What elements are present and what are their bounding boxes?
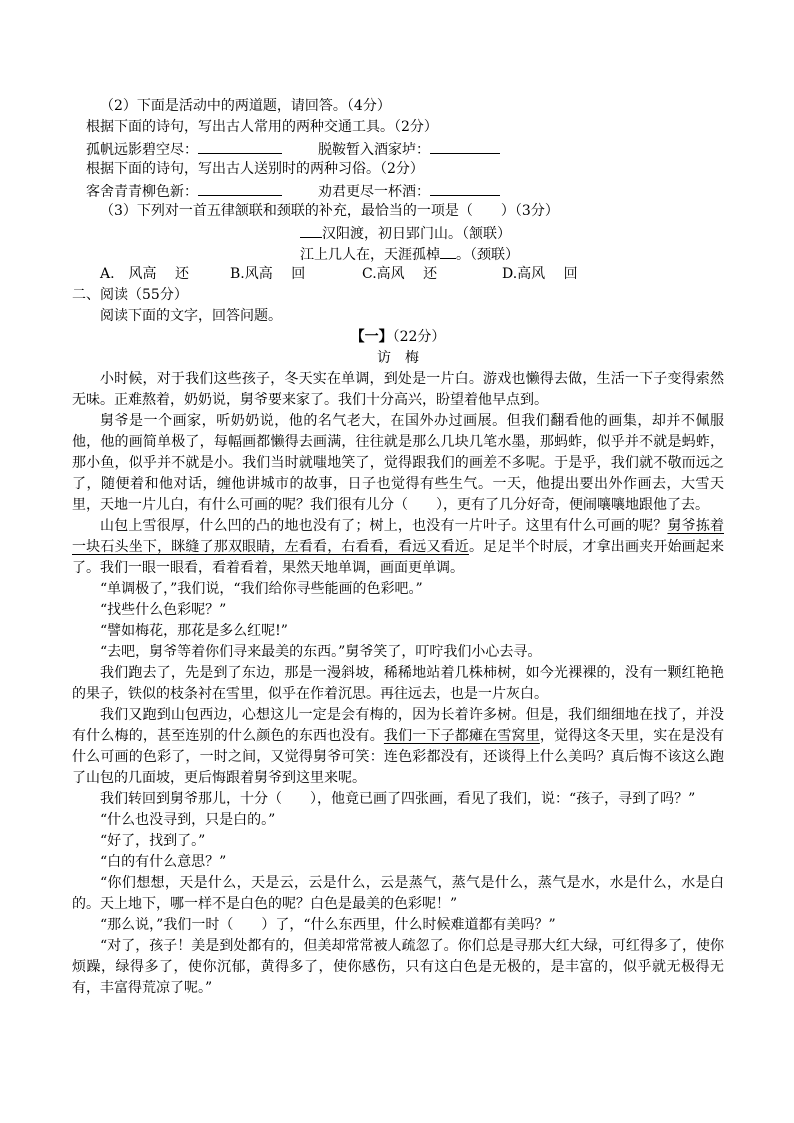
dialogue-line: “那么说，”我们一时（ ）了，“什么东西里，什么时候难道都有美吗？” [100,917,556,933]
story-paragraph-1: 小时候，对于我们这些孩子，冬天实在单调，到处是一片白。游戏也懒得去做，生活一下子变得索然无味。正难熬着，奶奶说，舅爷要来家了。我们十分高兴，盼望着他早点到。 [72,371,724,408]
poem-line-2b: 劝君更尽一杯酒： [318,184,430,200]
part-label: 【一】 [350,329,393,345]
q2-task2: 根据下面的诗句，写出古人送别时的两种习俗。（2分） [86,161,424,177]
q2-task1: 根据下面的诗句，写出古人常用的两种交通工具。（2分） [86,119,438,135]
story-paragraph-4: 我们跑去了，先是到了东边，那是一漫斜坡，稀稀地站着几株柿树，如今光裸裸的，没有一颗红艳艳的果子，铁似的枝条衬在雪里，似乎在作着沉思。再往远去，也是一片灰白。 [72,665,724,702]
dialogue-line: “去吧，舅爷等着你们寻来最美的东西。”舅爷笑了，叮咛我们小心去寻。 [100,644,542,660]
dialogue-line: “譬如梅花，那花是多么红呢!” [100,623,288,639]
option-c[interactable]: C.高风 还 [362,266,438,282]
dialogue-line: “找些什么色彩呢？” [100,602,227,618]
section-title: 二、阅读（55分） [72,287,188,303]
answer-blank[interactable] [198,138,282,154]
story-paragraph-3: 山包上雪很厚，什么凹的凸的地也没有了；树上，也没有一片叶子。这里有什么可画的呢？舅爷拣着一块石头坐下，眯缝了那双眼睛，左看看，右看看，看远又看近。足足半个时辰，才拿出画夹开始画起来了。我们一眼一眼看，看着看着，果然天地单调，画面更单调。 [72,518,725,576]
story-paragraph-5: 我们又跑到山包西边，心想这儿一定是会有梅的，因为长着许多树。但是，我们细细地在找了，并没有什么梅的，甚至连别的什么颜色的东西也没有。我们一下子都瘫在雪窝里，觉得这冬天里，实在是没有什么可画的色彩了，一时之间，又觉得舅爷可笑：连色彩都没有，还谈得上什么美吗？真后悔不该这么跑了山包的几面坡，更后悔跟着舅爷到这里来呢。 [72,707,725,786]
story-paragraph-2: 舅爷是一个画家，听奶奶说，他的名气老大，在国外办过画展。但我们翻看他的画集，却并不佩服他，他的画简单极了，每幅画都懒得去画满，往往就是那么几块几笔水墨，那蚂蚱，似乎并不就是蚂蚱，那小鱼，似乎并不就是小。我们当时就嗤地笑了，觉得跟我们的画差不多呢。于是乎，我们就不敬而远之了，随便着和他对话，缠他讲城市的故事，日子也觉得有些生气。一天，他提出要出外作画去，大雪天里，天地一片儿白，有什么可画的呢？我们很有儿分（ ），更有了几分好奇，便闹嚷嚷地跟他了去。 [72,413,724,513]
q3-poem-line-2: 江上几人在，天涯孤棹 。（颈联） [72,243,724,264]
answer-blank[interactable] [198,180,282,196]
poem-line-1b: 脱鞍暂入酒家垆： [318,142,430,158]
option-a[interactable]: A. 风高 还 [100,266,190,282]
underlined-sentence: 舅爷拣着一块石头坐下，眯缝了那双眼睛，左看看，右看看，看远又看近 [72,518,725,555]
option-b[interactable]: B.风高 回 [230,266,306,282]
section-instruction: 阅读下面的文字，回答问题。 [100,308,282,324]
story-paragraph-8: “对了，孩子！美是到处都有的，但美却常常被人疏忽了。你们总是寻那大红大绿，可红得多了，使你烦躁，绿得多了，使你沉郁，黄得多了，使你感伤，只有这白色是无极的，是丰富的，似乎就无极得无有，丰富得荒凉了呢。” [72,938,724,996]
underlined-sentence: 我们一下子都瘫在雪窝里 [383,728,540,744]
poem-line-2a: 客舍青青柳色新： [86,184,198,200]
answer-blank[interactable] [430,180,500,196]
story-paragraph-6: 我们转回到舅爷那儿，十分（ ），他竟已画了四张画，看见了我们，说：“孩子，寻到了吗？” [100,791,696,807]
dialogue-line: “好了，找到了。” [100,833,206,849]
answer-blank[interactable] [430,138,500,154]
poem-line-1a: 孤帆远影碧空尽： [86,142,198,158]
part-heading [72,327,724,348]
answer-blank[interactable] [440,243,456,259]
document-page [72,96,724,999]
story-paragraph-7: “你们想想，天是什么，天是云，云是什么，云是蒸气，蒸气是什么，蒸气是水，水是什么，水是白的。天上地下，哪一样不是白色的呢？白色是最美的色彩呢！” [72,875,724,912]
q2-line2 [72,180,724,201]
dialogue-line: “白的有什么意思？” [100,854,227,870]
part-score: （22分） [392,329,446,345]
q3-options [72,264,724,285]
q3-intro: （3）下列对一首五律颔联和颈联的补充，最恰当的一项是（ ）（3分） [100,203,559,219]
dialogue-line: “单调极了，”我们说，“我们给你寻些能画的色彩吧。” [100,581,423,597]
q3-poem-line-1: 汉阳渡，初日郢门山。（颔联） [72,222,724,243]
option-d[interactable]: D.高风 回 [502,266,578,282]
answer-blank[interactable] [300,222,322,238]
q2-intro: （2）下面是活动中的两道题，请回答。（4分） [100,98,391,114]
q2-line1 [72,138,724,159]
dialogue-line: “什么也没寻到，只是白的。” [100,812,276,828]
story-title: 访 梅 [377,350,419,366]
